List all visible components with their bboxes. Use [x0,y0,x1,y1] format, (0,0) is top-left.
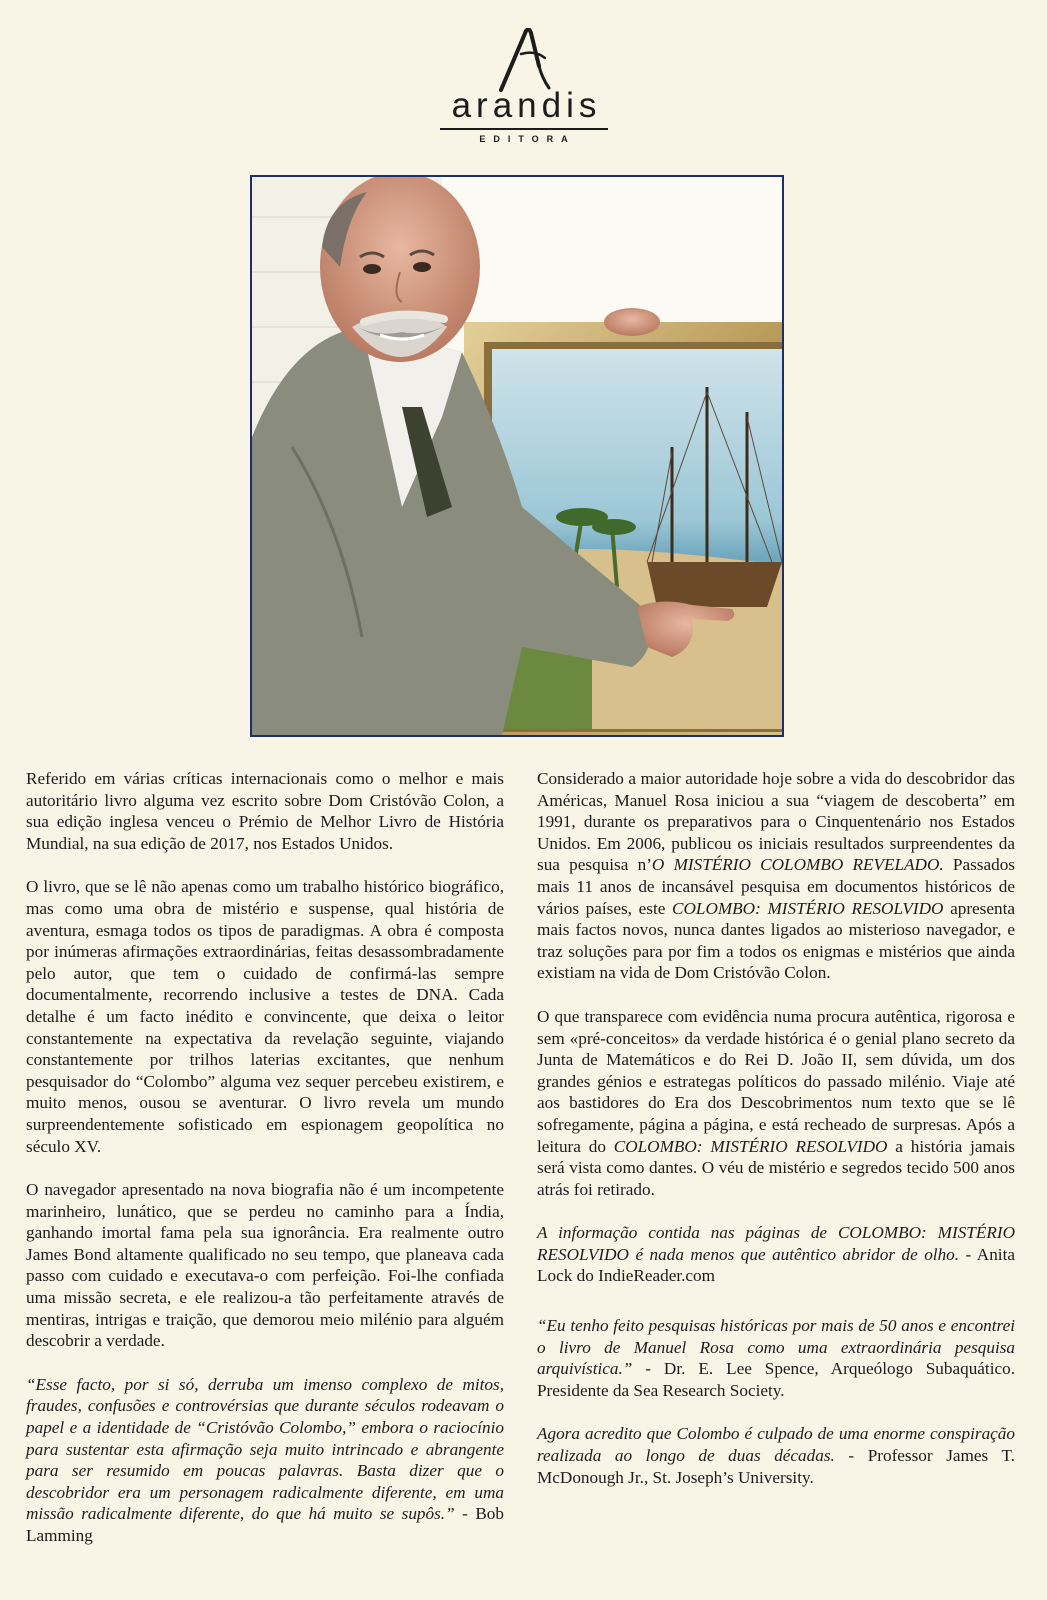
logo-subtitle: EDITORA [479,133,576,144]
lee-spence-quote [537,1315,1015,1401]
quote-author: - Dr. E. Lee Spence, Arqueólogo Subaquático. Presidente da Sea Research Society. [537,1359,1015,1400]
author-paragraph [537,768,1015,984]
quote-text: A informação contida nas páginas de COLOMBO: MISTÉRIO RESOLVIDO é nada menos que autêntico abridor de olho. [537,1223,1015,1264]
mcdonough-quote [537,1423,1015,1488]
quote-author: - Bob Lamming [26,1504,504,1545]
author-photo [250,175,784,737]
author-portrait-image [252,177,782,735]
book-title: COLOMBO: MISTÉRIO RESOLVIDO [613,1136,888,1156]
navigator-paragraph: O navegador apresentado na nova biografia não é um incompetente marinheiro, lunático, que se perdeu no caminho para a Índia, ganhando imortal fama pela sua ignorância. Era realmente outro James Bond altamente qualificado no seu tempo, que planeava cada passo com cuidado e executava-o com perfeição. Foi-lhe confiada uma missão secreta, e ele realizou-a tão perfeitamente através de mentiras, intrigas e traição, que demorou meio milénio para alguém descobrir a verdade. [26,1180,504,1351]
text-segment: Passados mais 11 anos de incansável pesquisa em documentos históricos de vários países, este [537,855,1015,918]
left-text-column [26,768,504,1569]
secret-plan-paragraph [537,1006,1015,1200]
quote-text: “Eu tenho feito pesquisas históricas por mais de 50 anos e encontrei o livro de Manuel Rosa como uma extraordinária pesquisa arquivística.” [537,1316,1015,1379]
intro-paragraph: Referido em várias críticas internacionais como o melhor e mais autoritário livro alguma vez escrito sobre Dom Cristóvão Colon, a sua edição inglesa venceu o Prémio de Melhor Livro de História Mundial, na sua edição de 2017, nos Estados Unidos. [26,769,504,853]
text-segment: O que transparece com evidência numa procura autêntica, rigorosa e sem «pré-conceitos» da verdade histórica é o genial plano secreto da Junta de Matemáticos e do Rei D. João II, sem dúvida, um dos grandes génios e estrategas políticos do passado milénio. Viaje até aos bastidores do Era dos Descobrimentos num texto que se lê sofregamente, página a página, e está recheado de surpresas. Após a leitura do [537,1006,1015,1156]
logo-name: arandis [451,86,602,125]
anita-lock-quote [537,1222,1015,1287]
text-segment: apresenta mais factos novos, nunca dantes ligados ao misterioso navegador, e traz soluções para por fim a todos os enigmas e mistérios que ainda existiam na vida de Dom Cristóvão Colon. [537,898,1015,983]
bob-lamming-quote [26,1374,504,1547]
book-title: O MISTÉRIO COLOMBO REVELADO. [651,855,944,875]
quote-text: Agora acredito que Colombo é culpado de uma enorme conspiração realizada ao longo de duas décadas. [537,1424,1015,1466]
logo-divider [440,128,608,130]
text-segment: Considerado a maior autoridade hoje sobre a vida do descobridor das Américas, Manuel Rosa iniciou a sua “viagem de descoberta” em 1991, durante os preparativos para o Cinquentenário nos Estados Unidos. Em 2006, publicou os iniciais resultados surpreendentes da sua pesquisa n’ [537,769,1015,875]
quote-author: - Anita Lock do IndieReader.com [537,1244,1015,1286]
text-segment: a história jamais será vista como dantes. O véu de mistério e segredos tecido 500 anos atrás foi retirado. [537,1136,1015,1199]
arandis-a-logo-icon [493,28,555,92]
quote-author: - Professor James T. McDonough Jr., St. Joseph’s University. [537,1446,1015,1487]
book-description-paragraph: O livro, que se lê não apenas como um trabalho histórico biográfico, mas como uma obra de mistério e suspense, qual história de aventura, esmaga todos os tipos de paradigmas. A obra é composta por inúmeras afirmações extraordinárias, feitas desassombradamente pelo autor, que tem o cuidado de confirmá-las sempre documentalmente, recorrendo inclusive a testes de DNA. Cada detalhe é um facto inédito e convincente, que deixa o leitor constantemente na expectativa da revelação seguinte, viajando constantemente por trilhos laterias excitantes, que nenhum pesquisador do “Colombo” alguma vez sequer percebeu existirem, e muito menos, ousou se aventurar. O livro revela um mundo surpreendentemente sofisticado em espionagem geopolítica no século XV. [26,877,504,1156]
book-title: COLOMBO: MISTÉRIO RESOLVIDO [672,898,944,918]
quote-text: “Esse facto, por si só, derruba um imenso complexo de mitos, fraudes, confusões e controvérsias que durante séculos rodeavam o papel e a identidade de “Cristóvão Colombo,” embora o raciocínio para sustentar esta afirmação seja muito intrincado e abrangente para ser resumido em poucas palavras. Basta dizer que o descobridor era um personagem radicalmente diferente, em uma missão radicalmente diferente, do que há muito se supôs.” [26,1374,504,1524]
publisher-logo [0,28,1047,144]
right-text-column [537,768,1015,1510]
